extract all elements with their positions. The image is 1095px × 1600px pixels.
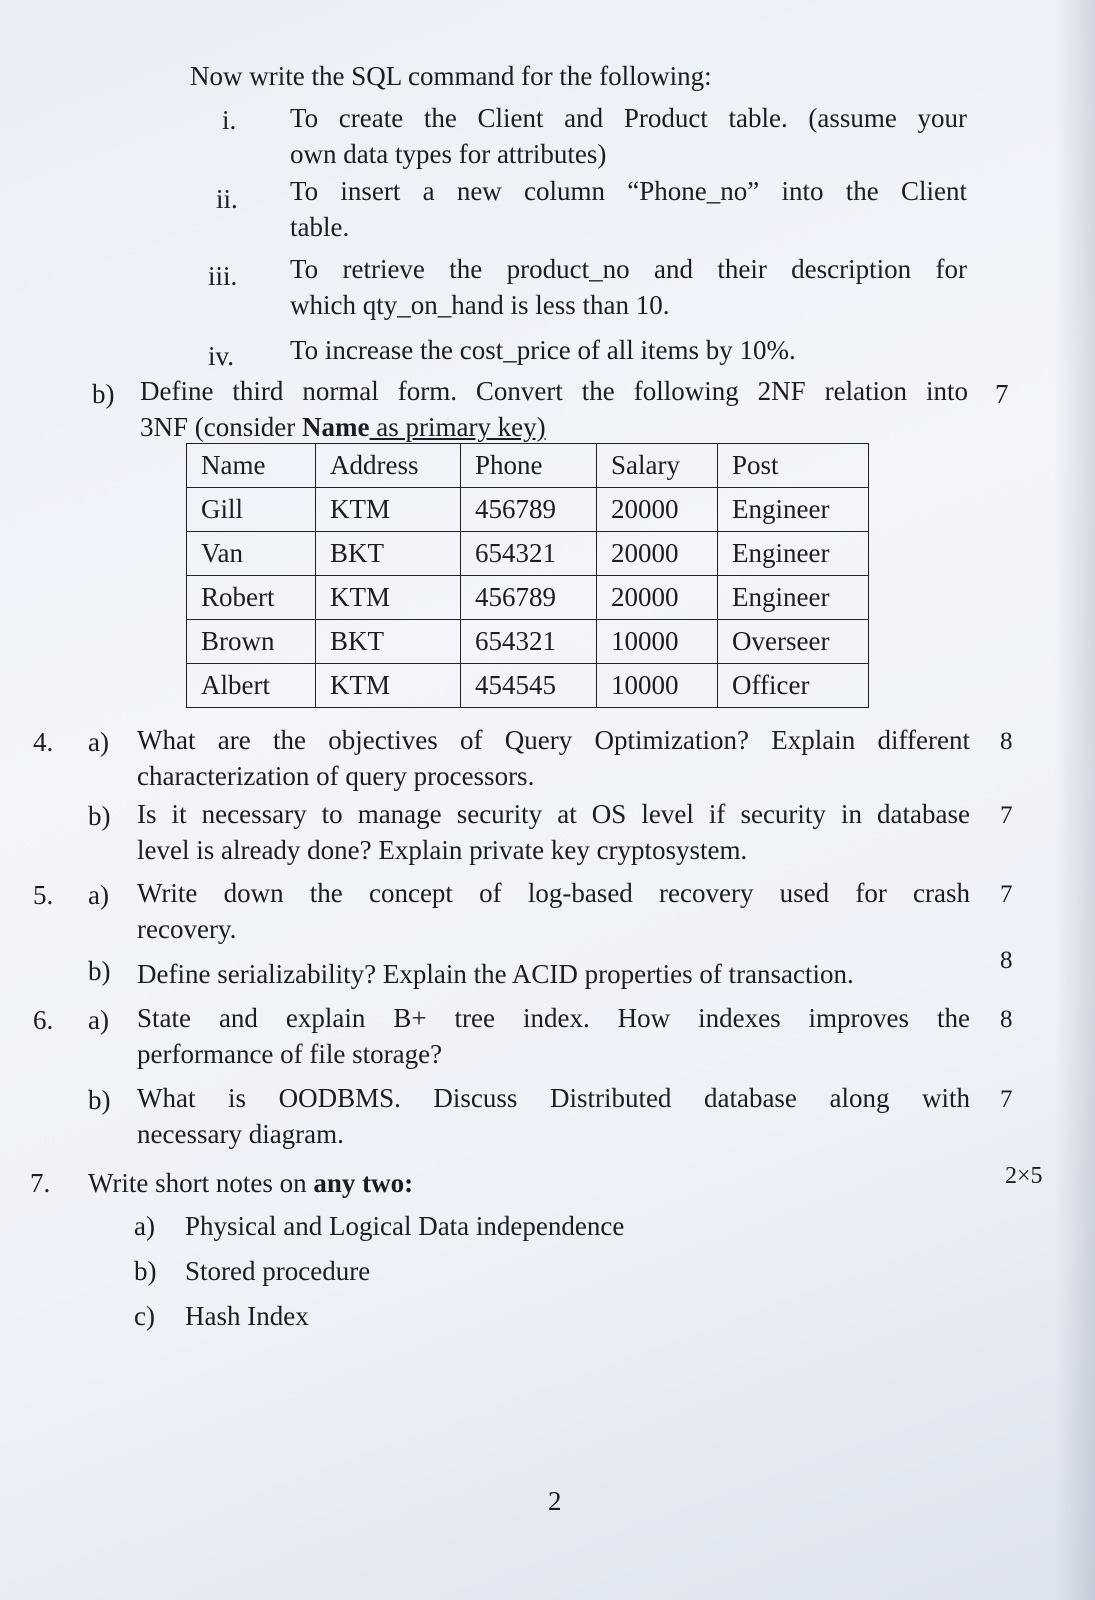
option-label: a): [134, 1211, 155, 1241]
question-label: a): [88, 880, 109, 910]
page-number: 2: [548, 1486, 562, 1516]
marks: 7: [1000, 881, 1013, 908]
marks: 2×5: [1005, 1163, 1043, 1189]
option-label: b): [134, 1256, 157, 1286]
cell: 456789: [461, 576, 597, 620]
cell: 20000: [597, 532, 718, 576]
table-header-row: [187, 444, 869, 488]
question-label: b): [92, 379, 115, 409]
cell: Engineer: [718, 488, 869, 532]
question-number: 5.: [33, 880, 54, 910]
cell: BKT: [316, 532, 461, 576]
item-text: own data types for attributes): [290, 139, 607, 169]
sql-intro: Now write the SQL command for the following:: [190, 61, 712, 91]
cell: 456789: [461, 488, 597, 532]
option-text: Hash Index: [185, 1301, 309, 1331]
item-text: table.: [290, 212, 350, 242]
cell: 10000: [597, 664, 718, 708]
question-label: b): [88, 1085, 111, 1115]
marks: 7: [995, 379, 1009, 409]
cell: Officer: [718, 664, 869, 708]
option-text: Stored procedure: [185, 1256, 371, 1286]
header-cell: Salary: [597, 444, 718, 488]
item-text: To increase the cost_price of all items by 10%.: [290, 335, 796, 365]
cell: 454545: [461, 664, 597, 708]
cell: Van: [187, 532, 316, 576]
header-cell: Name: [187, 444, 316, 488]
cell: Brown: [187, 620, 316, 664]
item-number: i.: [222, 105, 237, 135]
question-label: b): [88, 801, 111, 831]
cell: Engineer: [718, 532, 869, 576]
table-row: [187, 664, 869, 708]
question-number: 6.: [33, 1005, 54, 1035]
question-text: performance of file storage?: [137, 1039, 443, 1069]
item-number: iii.: [208, 261, 238, 291]
cell: BKT: [316, 620, 461, 664]
question-text: recovery.: [137, 914, 237, 944]
question-text: Define third normal form. Convert the following 2NF relation into: [140, 376, 968, 406]
question-text: What are the objectives of Query Optimization? Explain different: [137, 725, 970, 755]
question-text: Define serializability? Explain the ACID properties of transaction.: [137, 959, 854, 989]
question-text: 3NF (consider Name as primary key): [140, 412, 546, 442]
question-label: a): [88, 1005, 109, 1035]
option-label: c): [134, 1301, 155, 1331]
cell: Albert: [187, 664, 316, 708]
question-number: 7.: [30, 1168, 51, 1198]
item-text: To retrieve the product_no and their description for: [290, 254, 967, 284]
question-text: necessary diagram.: [137, 1119, 344, 1149]
table-row: [187, 576, 869, 620]
cell: 654321: [461, 532, 597, 576]
table-row: [187, 620, 869, 664]
question-label: a): [88, 727, 109, 757]
marks: 8: [1000, 1006, 1013, 1033]
item-text: To insert a new column “Phone_no” into the Client: [290, 176, 967, 206]
cell: KTM: [316, 488, 461, 532]
question-text: Write short notes on any two:: [88, 1168, 414, 1198]
question-text: What is OODBMS. Discuss Distributed database along with: [137, 1083, 970, 1113]
marks: 7: [1000, 802, 1013, 829]
question-text: level is already done? Explain private key cryptosystem.: [137, 835, 748, 865]
item-number: iv.: [208, 341, 234, 371]
header-cell: Phone: [461, 444, 597, 488]
item-number: ii.: [216, 184, 238, 214]
marks: 8: [1000, 947, 1013, 974]
cell: Overseer: [718, 620, 869, 664]
cell: Robert: [187, 576, 316, 620]
option-text: Physical and Logical Data independence: [185, 1211, 625, 1241]
table-row: [187, 532, 869, 576]
cell: Gill: [187, 488, 316, 532]
question-label: b): [88, 956, 111, 986]
question-text: Write down the concept of log-based recovery used for crash: [137, 878, 970, 908]
cell: Engineer: [718, 576, 869, 620]
table-row: [187, 488, 869, 532]
item-text: To create the Client and Product table. (assume your: [290, 103, 967, 133]
cell: 20000: [597, 576, 718, 620]
item-text: which qty_on_hand is less than 10.: [290, 290, 670, 320]
question-text: State and explain B+ tree index. How indexes improves the: [137, 1003, 970, 1033]
cell: KTM: [316, 664, 461, 708]
marks: 8: [1000, 728, 1013, 755]
question-number: 4.: [33, 727, 54, 757]
question-text: characterization of query processors.: [137, 761, 535, 791]
cell: 654321: [461, 620, 597, 664]
relation-table: [186, 443, 869, 708]
header-cell: Post: [718, 444, 869, 488]
paper-edge-shadow: [1055, 0, 1095, 1600]
cell: 10000: [597, 620, 718, 664]
header-cell: Address: [316, 444, 461, 488]
marks: 7: [1000, 1086, 1013, 1113]
cell: 20000: [597, 488, 718, 532]
cell: KTM: [316, 576, 461, 620]
question-text: Is it necessary to manage security at OS level if security in database: [137, 799, 970, 829]
